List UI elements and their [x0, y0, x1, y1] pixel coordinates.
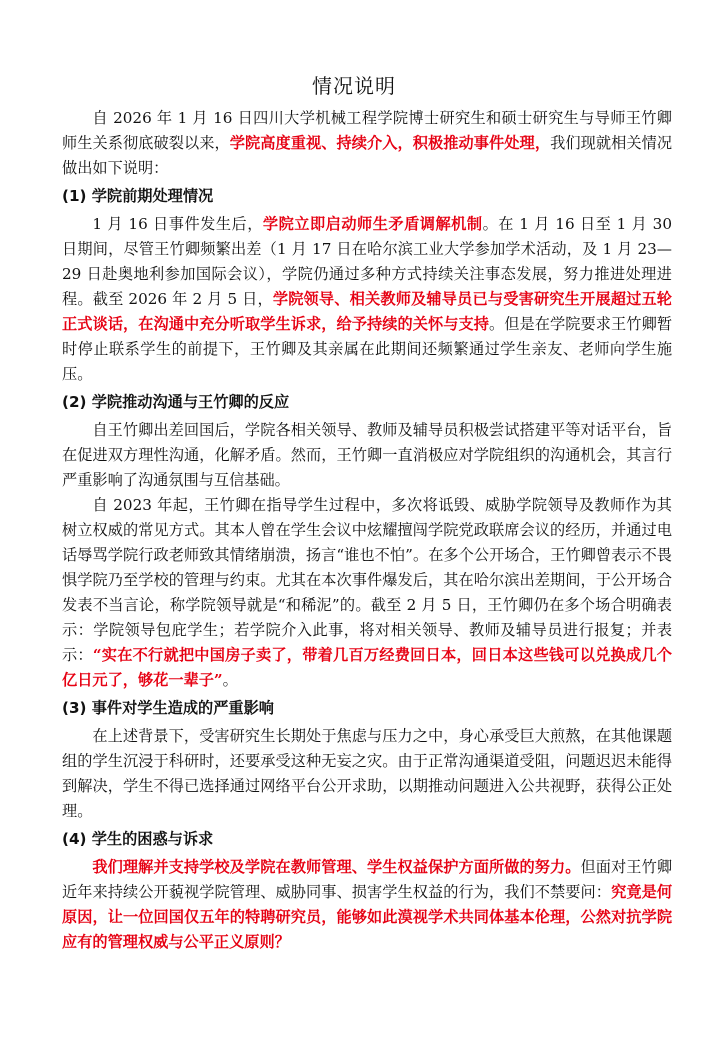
- section-heading: (3) 事件对学生造成的严重影响: [62, 699, 274, 717]
- section-paragraph: [62, 493, 672, 693]
- body-text: 1 月 16 日事件发生后，: [92, 215, 263, 233]
- highlighted-text: 究竟是何原因，让一位回国仅五年的特聘研究员，能够如此漠视学术共同体基本伦理，公然对抗学院应有的管理权威与公平正义原则？: [62, 883, 673, 951]
- body-text: 。在 1 月 16 日至 1 月 30 日期间，尽管王竹卿频繁出差（1 月 17 日在哈尔滨工业大学参加学术活动，及 1 月 23—29 日赴奥地利参加国际会议），学院仍通过多种方式持续关注事态发展，努力推进处理进程。截至 2026 年 2 月 5 日，: [62, 215, 672, 308]
- section-paragraph: [62, 724, 672, 824]
- body-text: 自 2023 年起，王竹卿在指导学生过程中，多次将诋毁、威胁学院领导及教师作为其树立权威的常见方式。其本人曾在学生会议中炫耀擅闯学院党政联席会议的经历，并通过电话辱骂学院行政老师致其情绪崩溃，扬言“谁也不怕”。在多个公开场合，王竹卿曾表示不畏惧学院乃至学校的管理与约束。尤其在本次事件爆发后，其在哈尔滨出差期间，于公开场合发表不当言论，称学院领导就是“和稀泥”的。截至 2 月 5 日，王竹卿仍在多个场合明确表示：学院领导包庇学生；若学院介入此事，将对相关领导、教师及辅导员进行报复；并表示：: [62, 496, 672, 664]
- document-body: [62, 106, 672, 955]
- body-text: 。: [222, 671, 238, 689]
- page-title: 情况说明: [312, 74, 396, 98]
- highlighted-text: 我们理解并支持学校及学院在教师管理、学生权益保护方面所做的努力。: [92, 858, 581, 876]
- highlighted-text: 学院高度重视、持续介入，积极推动事件处理，: [229, 134, 551, 152]
- section-heading: (1) 学院前期处理情况: [62, 187, 214, 205]
- section-paragraph: [62, 855, 672, 955]
- section-heading: (4) 学生的困惑与诉求: [62, 830, 214, 848]
- highlighted-text: 学院立即启动师生矛盾调解机制: [262, 215, 483, 233]
- section-paragraph: [62, 212, 672, 387]
- body-text: 。但是在学院要求王竹卿暂时停止联系学生的前提下，王竹卿及其亲属在此期间还频繁通过学生亲友、老师向学生施压。: [62, 315, 673, 383]
- highlighted-text: “实在不行就把中国房子卖了，带着几百万经费回日本，回日本这些钱可以兑换成几个亿日元了，够花一辈子”: [62, 646, 672, 689]
- body-text: 我们现就相关情况做出如下说明：: [62, 134, 673, 177]
- intro-paragraph: [62, 106, 672, 181]
- body-text: 在上述背景下，受害研究生长期处于焦虑与压力之中，身心承受巨大煎熬，在其他课题组的学生沉浸于科研时，还要承受这种无妄之灾。由于正常沟通渠道受阻，问题迟迟未能得到解决，学生不得已选择通过网络平台公开求助，以期推动问题进入公共视野，获得公正处理。: [62, 727, 672, 820]
- body-text: 但面对王竹卿近年来持续公开藐视学院管理、威胁同事、损害学生权益的行为，我们不禁要问：: [62, 858, 673, 901]
- body-text: 自 2026 年 1 月 16 日四川大学机械工程学院博士研究生和硕士研究生与导师王竹卿师生关系彻底破裂以来，: [62, 109, 672, 152]
- section-heading: (2) 学院推动沟通与王竹卿的反应: [62, 393, 290, 411]
- highlighted-text: 学院领导、相关教师及辅导员已与受害研究生开展超过五轮正式谈话，在沟通中充分听取学生诉求，给予持续的关怀与支持: [62, 290, 672, 333]
- body-text: 自王竹卿出差回国后，学院各相关领导、教师及辅导员积极尝试搭建平等对话平台，旨在促进双方理性沟通，化解矛盾。然而，王竹卿一直消极应对学院组织的沟通机会，其言行严重影响了沟通氛围与互信基础。: [62, 421, 672, 489]
- section-paragraph: [62, 418, 672, 493]
- sections-container: [62, 184, 672, 955]
